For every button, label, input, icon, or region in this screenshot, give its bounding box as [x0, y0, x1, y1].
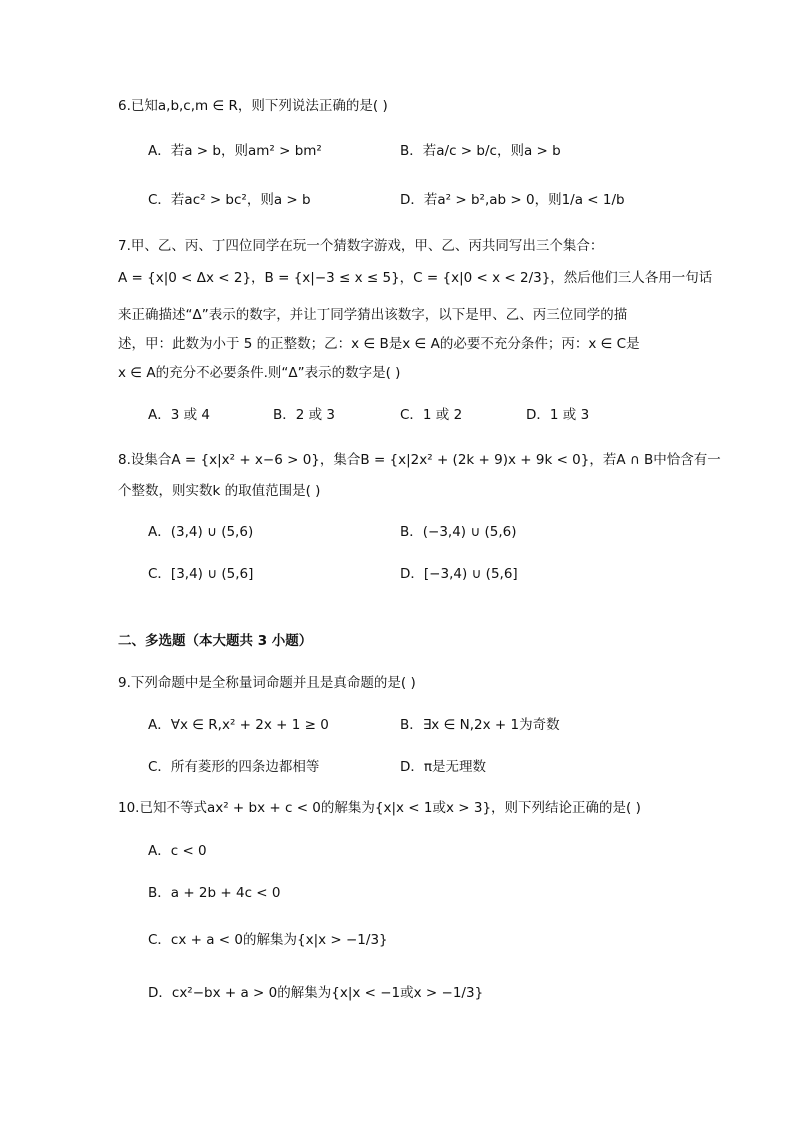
q6-option-a: A．若a > b，则am² > bm²: [148, 143, 322, 159]
q9-option-d: D．π是无理数: [400, 759, 487, 775]
q10-option-c: C．cx + a < 0的解集为{x|x > −1/3}: [148, 932, 388, 948]
q10-stem: 10.已知不等式ax² + bx + c < 0的解集为{x|x < 1或x > 3}，则下列结论正确的是( ): [118, 800, 641, 816]
q6-option-b: B．若a/c > b/c，则a > b: [400, 143, 561, 159]
q7-option-d: D．1 或 3: [526, 407, 590, 423]
q7-line-4: 述，甲：此数为小于 5 的正整数；乙：x ∈ B是x ∈ A的必要不充分条件；丙：x ∈ C是: [118, 336, 640, 352]
q10-option-d: D．cx²−bx + a > 0的解集为{x|x < −1或x > −1/3}: [148, 985, 484, 1001]
q7-option-b: B．2 或 3: [273, 407, 336, 423]
q8-option-d: D．[−3,4) ∪ (5,6]: [400, 566, 518, 582]
q8-option-b: B．(−3,4) ∪ (5,6): [400, 524, 517, 540]
section-heading: 二、多选题（本大题共 3 小题）: [118, 633, 313, 649]
q10-option-a: A．c < 0: [148, 843, 207, 859]
q10-option-b: B．a + 2b + 4c < 0: [148, 885, 281, 901]
q6-stem: 6.已知a,b,c,m ∈ R，则下列说法正确的是( ): [118, 98, 388, 114]
q6-option-c: C．若ac² > bc²，则a > b: [148, 192, 311, 208]
q7-option-a: A．3 或 4: [148, 407, 210, 423]
q8-line-2: 个整数，则实数k 的取值范围是( ): [118, 483, 321, 499]
q9-stem: 9.下列命题中是全称量词命题并且是真命题的是( ): [118, 675, 416, 691]
q7-line-2: A = {x|0 < Δx < 2}，B = {x|−3 ≤ x ≤ 5}，C = {x|0 < x < 2/3}，然后他们三人各用一句话: [118, 270, 713, 286]
q8-line-1: 8.设集合A = {x|x² + x−6 > 0}，集合B = {x|2x² + (2k + 9)x + 9k < 0}，若A ∩ B中恰含有一: [118, 452, 721, 468]
q8-option-a: A．(3,4) ∪ (5,6): [148, 524, 254, 540]
q7-line-1: 7.甲、乙、丙、丁四位同学在玩一个猜数字游戏，甲、乙、丙共同写出三个集合：: [118, 238, 604, 254]
q7-option-c: C．1 或 2: [400, 407, 463, 423]
q7-line-5: x ∈ A的充分不必要条件.则“Δ”表示的数字是( ): [118, 365, 401, 381]
q9-option-c: C．所有菱形的四条边都相等: [148, 759, 320, 775]
q6-option-d: D．若a² > b²,ab > 0，则1/a < 1/b: [400, 192, 625, 208]
q8-option-c: C．[3,4) ∪ (5,6]: [148, 566, 254, 582]
q9-option-b: B．∃x ∈ N,2x + 1为奇数: [400, 717, 560, 733]
q7-line-3: 来正确描述“Δ”表示的数字，并让丁同学猜出该数字，以下是甲、乙、丙三位同学的描: [118, 307, 628, 323]
q9-option-a: A．∀x ∈ R,x² + 2x + 1 ≥ 0: [148, 717, 329, 733]
